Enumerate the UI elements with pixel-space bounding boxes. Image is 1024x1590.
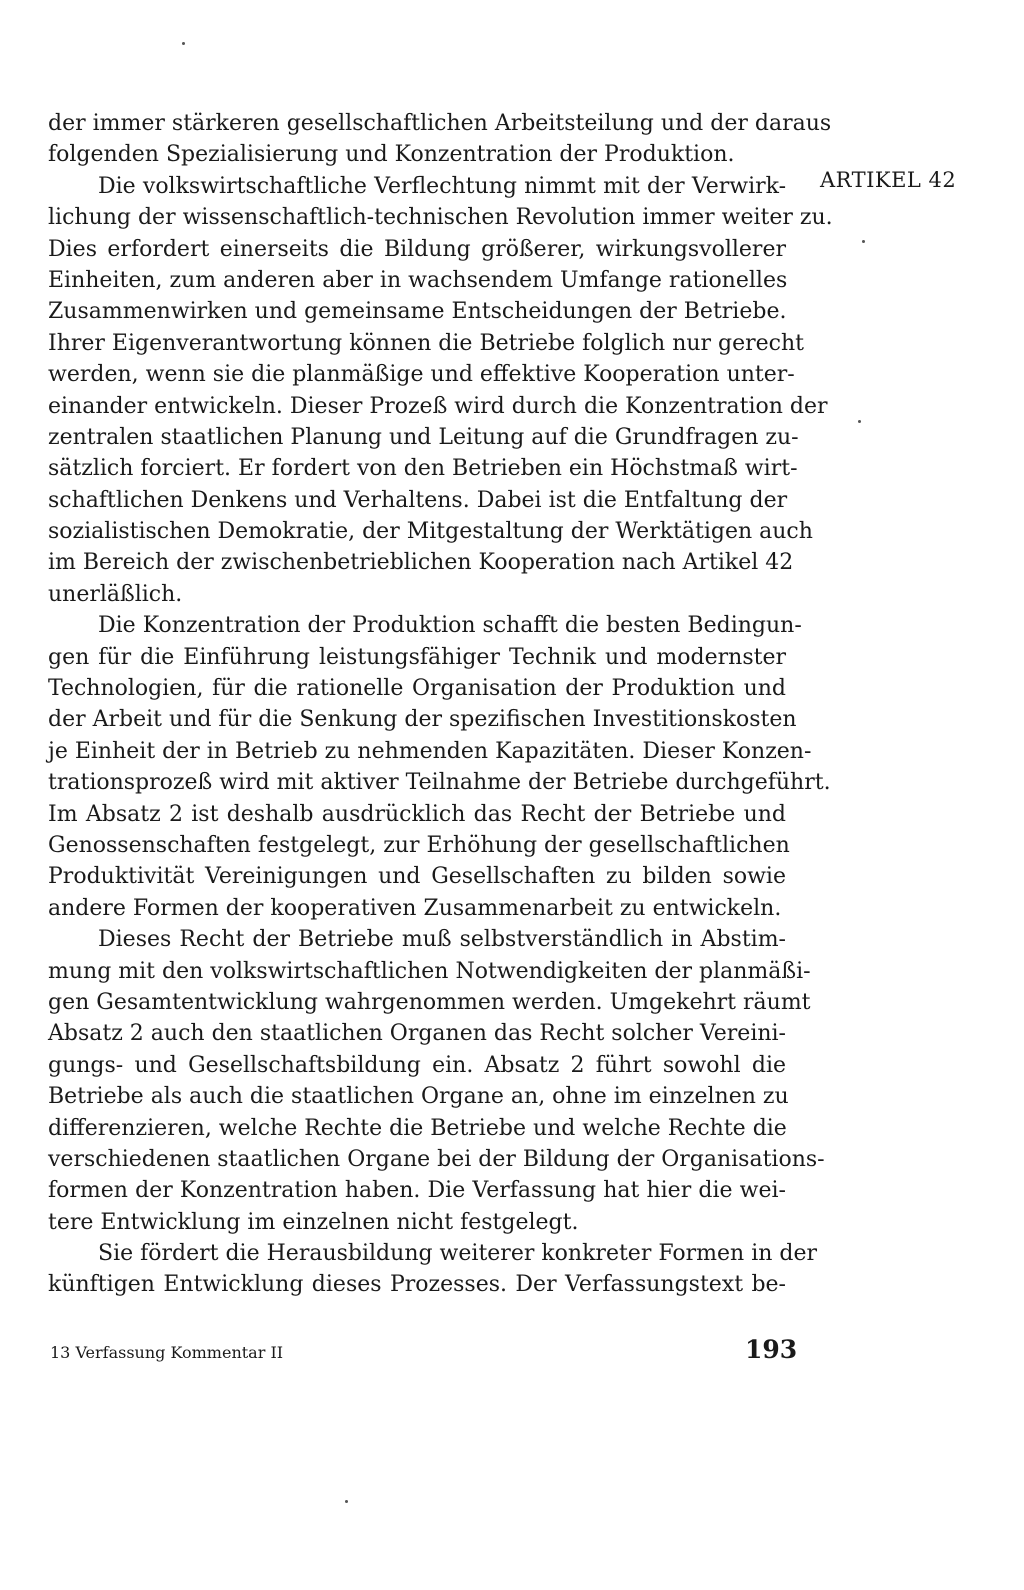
- text-line: je Einheit der in Betrieb zu nehmenden Kapazitäten. Dieser Konzen-: [48, 738, 812, 764]
- scan-speck: [345, 1500, 348, 1503]
- paragraph: [48, 171, 833, 610]
- text-line: sätzlich forciert. Er fordert von den Betrieben ein Höchstmaß wirt-: [48, 456, 798, 482]
- text-line: andere Formen der kooperativen Zusammenarbeit zu entwickeln.: [48, 895, 782, 921]
- text-line: der immer stärkeren gesellschaftlichen Arbeitsteilung und der daraus: [48, 111, 832, 136]
- text-line: im Bereich der zwischenbetrieblichen Kooperation nach Artikel 42: [48, 550, 794, 576]
- text-line: mung mit den volkswirtschaftlichen Notwendigkeiten der planmäßi-: [48, 958, 811, 984]
- text-line: unerläßlich.: [48, 581, 183, 607]
- text-line: Einheiten, zum anderen aber in wachsendem Umfange rationelles: [48, 267, 788, 293]
- scan-speck: [858, 420, 861, 423]
- paragraph: [48, 108, 832, 171]
- text-line: Dies erfordert einerseits die Bildung größerer, wirkungsvollerer: [48, 236, 786, 262]
- text-line: gungs- und Gesellschaftsbildung ein. Absatz 2 führt sowohl die: [48, 1052, 786, 1078]
- text-line: differenzieren, welche Rechte die Betriebe und welche Rechte die: [48, 1115, 787, 1141]
- text-line: gen Gesamtentwicklung wahrgenommen werden. Umgekehrt räumt: [48, 989, 811, 1015]
- text-line: sozialistischen Demokratie, der Mitgestaltung der Werktätigen auch: [48, 519, 813, 545]
- text-line: folgenden Spezialisierung und Konzentration der Produktion.: [48, 142, 735, 168]
- text-line: Produktivität Vereinigungen und Gesellschaften zu bilden sowie: [48, 864, 786, 890]
- text-line: der Arbeit und für die Senkung der spezifischen Investitionskosten: [48, 707, 797, 733]
- footer-signature: 13 Verfassung Kommentar II: [50, 1343, 284, 1362]
- page-number: 193: [745, 1335, 798, 1364]
- paragraph: [48, 610, 831, 924]
- text-line: Dieses Recht der Betriebe muß selbstverständlich in Abstim-: [98, 927, 786, 953]
- text-line: Die volkswirtschaftliche Verflechtung nimmt mit der Verwirk-: [98, 173, 786, 199]
- text-line: künftigen Entwicklung dieses Prozesses. Der Verfassungstext be-: [48, 1272, 786, 1298]
- text-line: schaftlichen Denkens und Verhaltens. Dabei ist die Entfaltung der: [48, 487, 788, 513]
- text-line: werden, wenn sie die planmäßige und effektive Kooperation unter-: [48, 362, 795, 388]
- text-line: Im Absatz 2 ist deshalb ausdrücklich das Recht der Betriebe und: [48, 801, 786, 827]
- text-line: Absatz 2 auch den staatlichen Organen das Recht solcher Vereini-: [48, 1021, 786, 1047]
- text-line: verschiedenen staatlichen Organe bei der Bildung der Organisations-: [48, 1146, 825, 1172]
- text-line: lichung der wissenschaftlich-technischen Revolution immer weiter zu.: [48, 205, 833, 231]
- text-line: zentralen staatlichen Planung und Leitung auf die Grundfragen zu-: [48, 424, 799, 450]
- text-line: Technologien, für die rationelle Organisation der Produktion und: [48, 676, 786, 702]
- margin-note-article: ARTIKEL 42: [820, 168, 957, 192]
- text-line: Betriebe als auch die staatlichen Organe an, ohne im einzelnen zu: [48, 1084, 789, 1110]
- paragraph: [48, 1238, 818, 1301]
- text-line: Die Konzentration der Produktion schafft die besten Bedingun-: [98, 613, 802, 639]
- text-line: Sie fördert die Herausbildung weiterer konkreter Formen in der: [98, 1241, 818, 1267]
- scan-speck: [182, 42, 185, 45]
- text-line: einander entwickeln. Dieser Prozeß wird durch die Konzentration der: [48, 393, 828, 419]
- text-line: tere Entwicklung im einzelnen nicht festgelegt.: [48, 1209, 579, 1235]
- text-line: Zusammenwirken und gemeinsame Entscheidungen der Betriebe.: [48, 299, 787, 325]
- text-line: Ihrer Eigenverantwortung können die Betriebe folglich nur gerecht: [48, 330, 805, 356]
- text-line: Genossenschaften festgelegt, zur Erhöhung der gesellschaftlichen: [48, 832, 790, 858]
- text-line: gen für die Einführung leistungsfähiger Technik und modernster: [48, 644, 786, 670]
- body-text: [48, 108, 833, 1301]
- text-line: trationsprozeß wird mit aktiver Teilnahme der Betriebe durchgeführt.: [48, 770, 831, 796]
- scan-speck: [862, 240, 865, 243]
- text-line: formen der Konzentration haben. Die Verfassung hat hier die wei-: [48, 1178, 786, 1204]
- paragraph: [48, 924, 825, 1238]
